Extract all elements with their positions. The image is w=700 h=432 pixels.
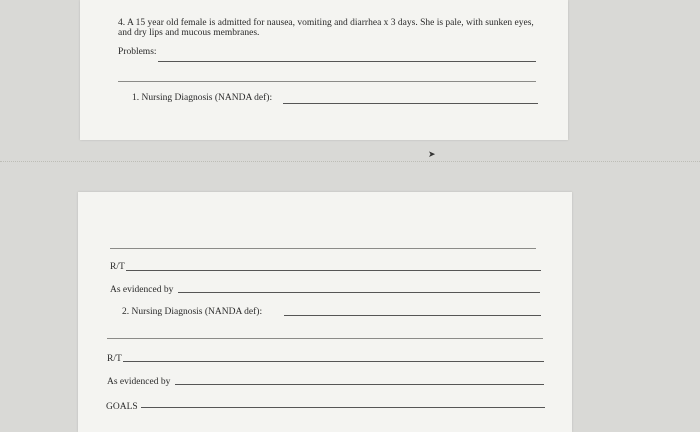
as-evidenced-by-answer-line-2[interactable] [175, 384, 544, 385]
related-to-label-2: R/T [107, 354, 122, 364]
as-evidenced-by-label-1: As evidenced by [110, 285, 174, 295]
problems-label: Problems: [118, 47, 157, 57]
related-to-answer-line-1[interactable] [126, 270, 541, 271]
nursing-diagnosis-1-answer-line[interactable] [283, 103, 538, 104]
diagnosis-continuation-line[interactable] [110, 248, 536, 249]
related-to-label-1: R/T [110, 262, 125, 272]
problems-answer-line-2[interactable] [118, 81, 536, 82]
as-evidenced-by-label-2: As evidenced by [107, 377, 171, 387]
nursing-diagnosis-1-label: 1. Nursing Diagnosis (NANDA def): [132, 93, 273, 103]
goals-answer-line[interactable] [141, 407, 545, 408]
problems-answer-line[interactable] [158, 61, 536, 62]
cursor-icon: ➤ [428, 149, 436, 159]
goals-label: GOALS [106, 402, 138, 412]
nursing-diagnosis-2-label: 2. Nursing Diagnosis (NANDA def): [122, 307, 263, 317]
question-text-line-1: 4. A 15 year old female is admitted for nausea, vomiting and diarrhea x 3 days. She is pale, with sunken eyes, [118, 18, 534, 28]
question-text-line-2: and dry lips and mucous membranes. [118, 28, 260, 38]
related-to-answer-line-2[interactable] [123, 361, 544, 362]
page-divider [0, 161, 700, 162]
as-evidenced-by-answer-line-1[interactable] [178, 292, 540, 293]
nursing-diagnosis-2-answer-line[interactable] [284, 315, 541, 316]
diagnosis-2-continuation-line[interactable] [107, 338, 543, 339]
